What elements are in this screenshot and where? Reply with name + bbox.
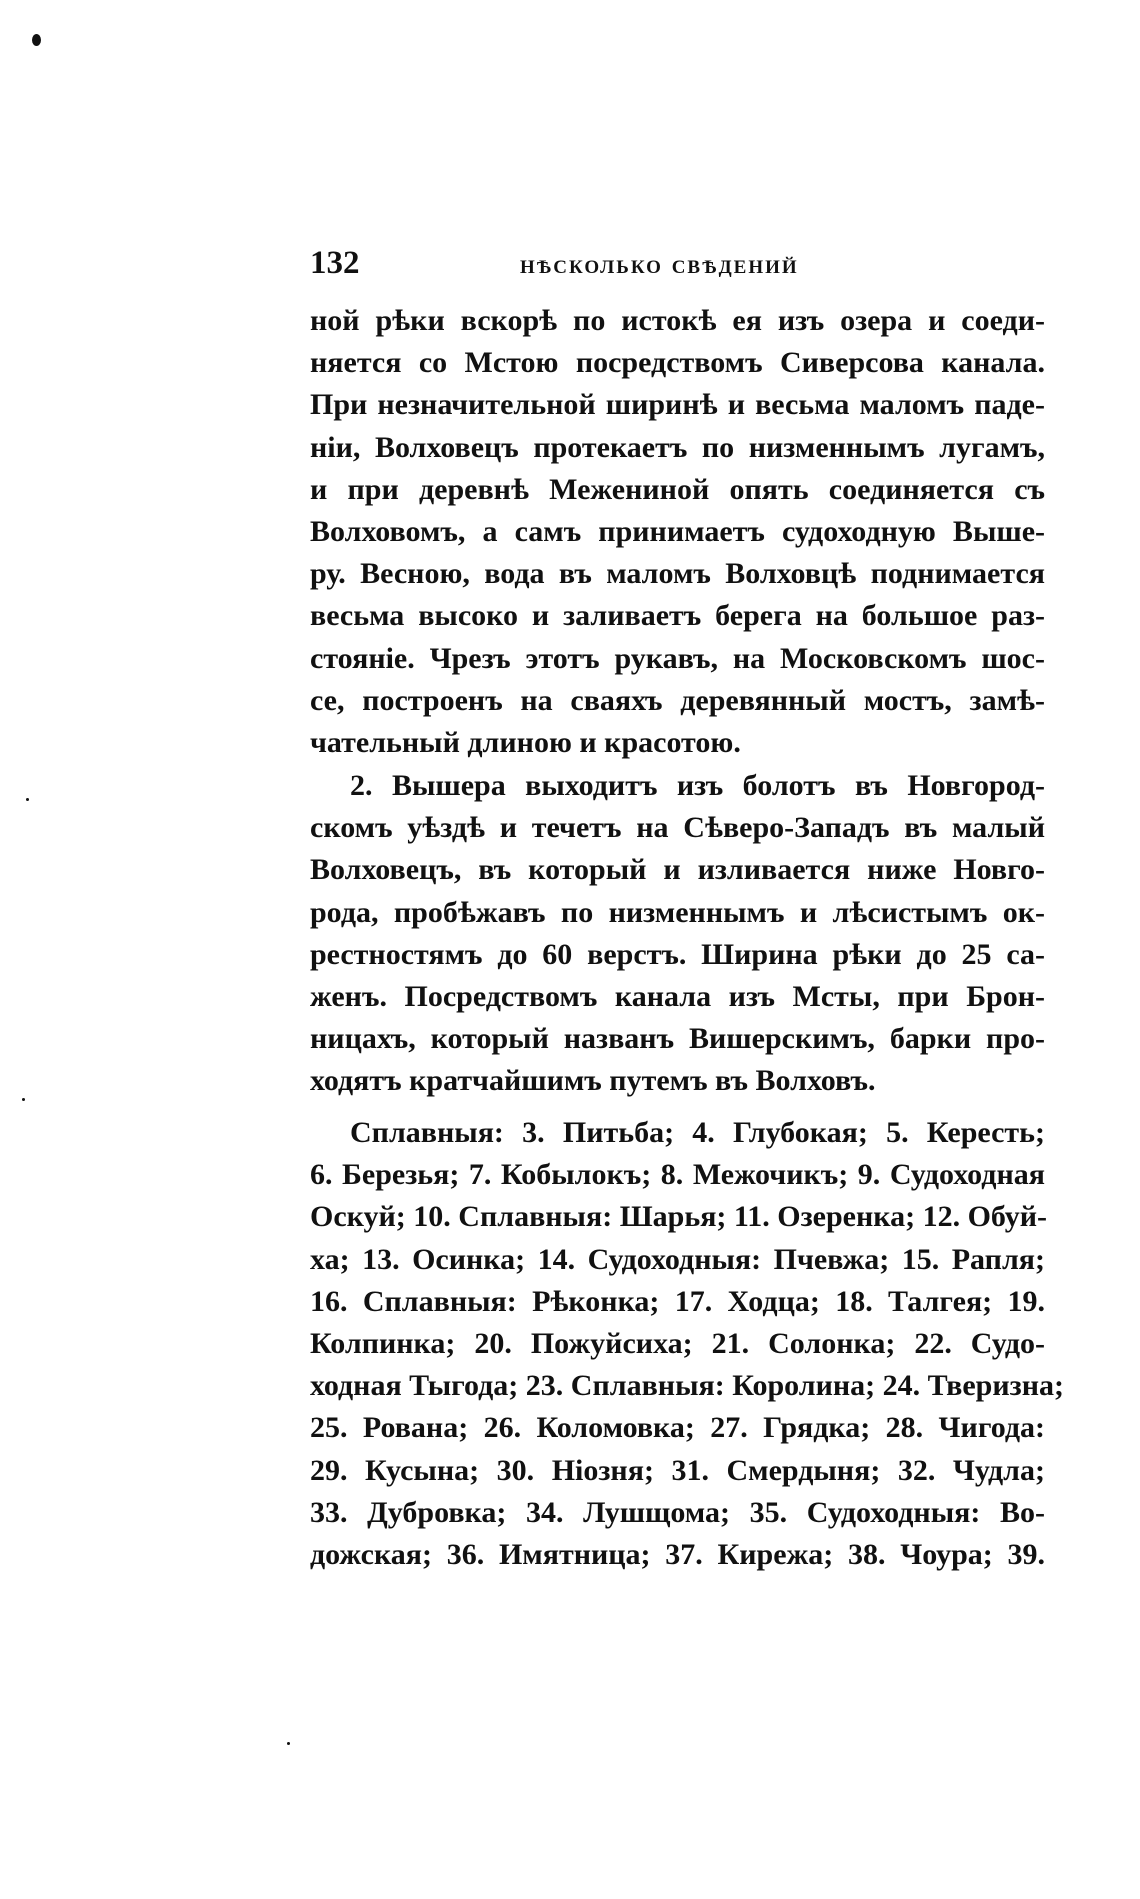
text-line: Колпинка; 20. Пожуйсиха; 21. Солонка; 22. Судо- [310,1326,1045,1360]
paragraph-vishera [310,765,1045,1103]
text-line: рестностямъ до 60 верстъ. Ширина рѣки до 25 са- [310,937,1045,971]
text-line: 2. Вышера выходитъ изъ болотъ въ Новгород- [350,769,1045,802]
text-line: 29. Кусына; 30. Ніозня; 31. Смердыня; 32. Чудла; [310,1453,1045,1487]
text-line: ніи, Волховецъ протекаетъ по низменнымъ лугамъ, [310,430,1045,464]
ink-speck-margin-lower [22,1098,25,1101]
text-line: ницахъ, который названъ Вишерскимъ, барки про- [310,1022,1045,1056]
text-line: 33. Дубровка; 34. Лушщома; 35. Судоходныя: Во- [310,1495,1045,1529]
text-line: дожская; 36. Имятница; 37. Кирежа; 38. Чоура; 39. [310,1537,1045,1571]
text-line: чательный длиною и красотою. [310,725,741,759]
text-line: се, построенъ на сваяхъ деревянный мостъ, замѣ- [310,683,1045,717]
paragraph-tributaries [310,1112,1064,1576]
ink-speck-margin [26,798,29,801]
text-line: ходятъ кратчайшимъ путемъ въ Волховъ. [310,1064,876,1098]
ink-speck-top-left [32,34,41,46]
text-line: женъ. Посредствомъ канала изъ Мсты, при Брон- [310,979,1045,1013]
text-line: 16. Сплавныя: Рѣконка; 17. Ходца; 18. Талгея; 19. [310,1284,1045,1318]
text-line: Оскуй; 10. Сплавныя: Шарья; 11. Озеренка; 12. Обуй- [310,1200,1048,1234]
text-line: ной рѣки вскорѣ по истокѣ ея изъ озера и соеди- [310,304,1045,337]
text-line: При незначительной ширинѣ и весьма маломъ паде- [310,388,1045,422]
paragraph-volkhovets [310,300,1045,764]
text-line: ходная Тыгода; 23. Сплавныя: Королина; 24. Тверизна; [310,1369,1064,1403]
text-line: весьма высоко и заливаетъ берега на большое раз- [310,599,1045,633]
text-line: рода, пробѣжавъ по низменнымъ и лѣсистымъ ок- [310,895,1045,929]
page-number: 132 [310,245,360,281]
text-line: 25. Рована; 26. Коломовка; 27. Грядка; 28. Чигода: [310,1411,1045,1445]
text-line: 6. Березья; 7. Кобылокъ; 8. Межочикъ; 9. Судоходная [310,1158,1045,1192]
text-line: ру. Весною, вода въ маломъ Волховцѣ поднимается [310,557,1045,591]
text-line: ха; 13. Осинка; 14. Судоходныя: Пчевжа; 15. Рапля; [310,1242,1045,1276]
text-line: стояніе. Чрезъ этотъ рукавъ, на Московскомъ шос- [310,641,1045,675]
text-line: Волховомъ, а самъ принимаетъ судоходную Выше- [310,514,1045,548]
running-head: нѣсколько свѣдений [520,249,799,279]
text-line: Волховецъ, въ который и изливается ниже Новго- [310,853,1045,887]
page-header [310,245,1045,285]
text-line: скомъ уѣздѣ и течетъ на Сѣверо-Западъ въ малый [310,811,1045,845]
text-line: и при деревнѣ Межениной опять соединяется съ [310,472,1045,506]
ink-speck-bottom [287,1742,290,1745]
text-line: няется со Мстою посредствомъ Сиверсова канала. [310,346,1045,380]
text-line: Сплавныя: 3. Питьба; 4. Глубокая; 5. Кересть; [350,1116,1045,1149]
